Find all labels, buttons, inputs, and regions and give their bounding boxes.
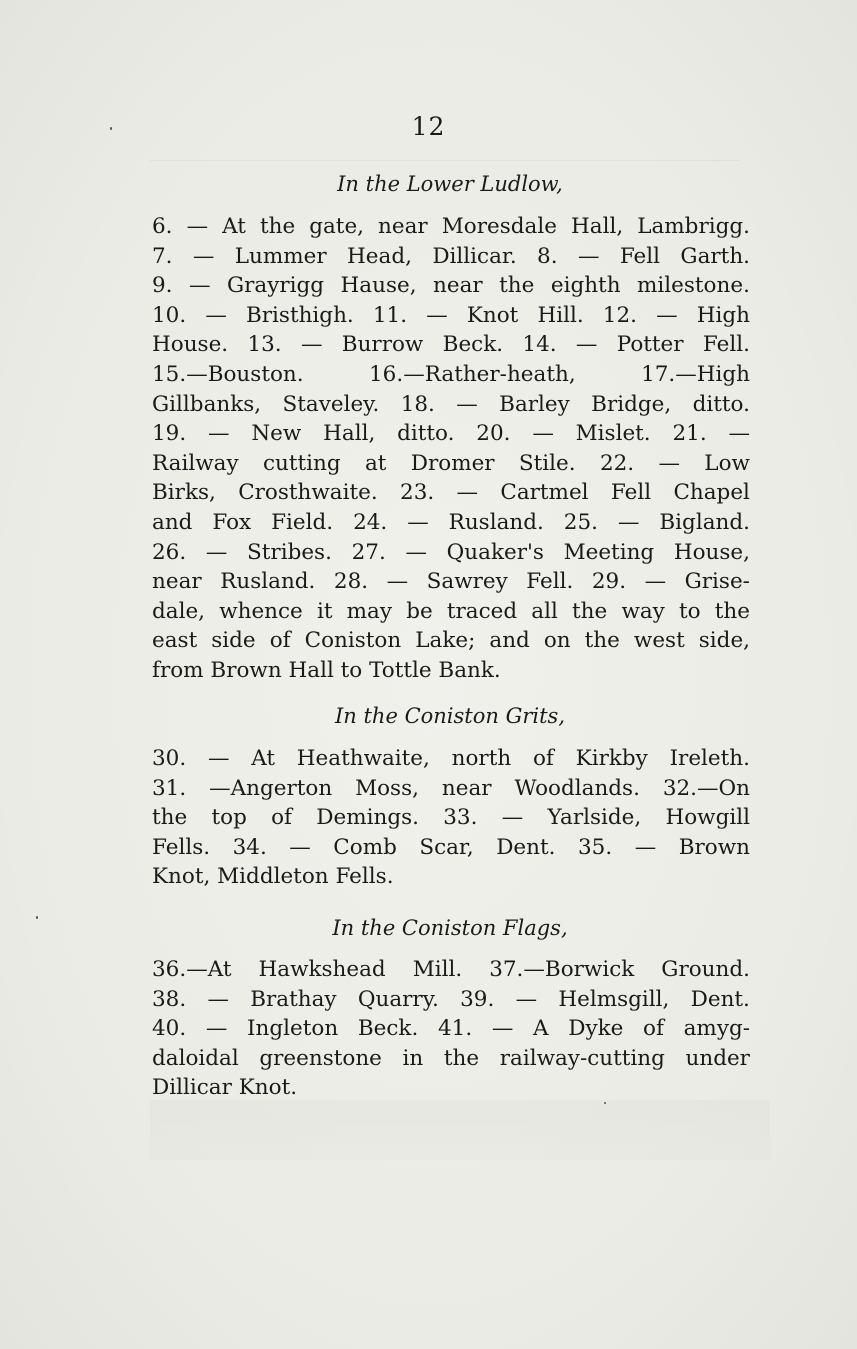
- section-heading-coniston-grits: In the Coniston Grits,: [335, 704, 565, 728]
- text-line: 26. — Stribes. 27. — Quaker's Meeting House,: [152, 539, 750, 565]
- text-line: near Rusland. 28. — Sawrey Fell. 29. — Grise-: [152, 569, 750, 595]
- text-line: 6. — At the gate, near Moresdale Hall, Lambrigg.: [152, 214, 750, 239]
- show-through-decoration: [150, 1100, 770, 1160]
- section-heading-coniston-flags: In the Coniston Flags,: [332, 916, 568, 940]
- text-line: Fells. 34. — Comb Scar, Dent. 35. — Brown: [152, 834, 750, 860]
- text-line: Railway cutting at Dromer Stile. 22. — Low: [152, 450, 750, 476]
- text-line: 7. — Lummer Head, Dillicar. 8. — Fell Garth.: [152, 243, 750, 269]
- text-line: east side of Coniston Lake; and on the west side,: [152, 628, 750, 654]
- text-line: 30. — At Heathwaite, north of Kirkby Ireleth.: [152, 746, 750, 771]
- text-line: 19. — New Hall, ditto. 20. — Mislet. 21. —: [152, 421, 750, 447]
- text-line: dale, whence it may be traced all the way to the: [152, 598, 750, 624]
- text-line: 31. —Angerton Moss, near Woodlands. 32.—On: [152, 775, 750, 801]
- text-line: 38. — Brathay Quarry. 39. — Helmsgill, Dent.: [152, 986, 750, 1012]
- text-line: House. 13. — Burrow Beck. 14. — Potter Fell.: [152, 332, 750, 358]
- text-line: 9. — Grayrigg Hause, near the eighth milestone.: [152, 273, 750, 299]
- section-heading-lower-ludlow: In the Lower Ludlow,: [337, 172, 563, 196]
- text-line: Birks, Crosthwaite. 23. — Cartmel Fell Chapel: [152, 480, 750, 506]
- section-body-coniston-flags: [152, 955, 750, 1103]
- text-line: 10. — Bristhigh. 11. — Knot Hill. 12. — High: [152, 302, 750, 328]
- text-line: 15.—Bouston. 16.—Rather-heath, 17.—High: [152, 361, 750, 387]
- section-body-lower-ludlow: [152, 212, 750, 686]
- text-line: 36.—At Hawkshead Mill. 37.—Borwick Ground.: [152, 957, 750, 982]
- text-line: 40. — Ingleton Beck. 41. — A Dyke of amyg-: [152, 1016, 750, 1042]
- section-body-coniston-grits: [152, 744, 750, 892]
- page-number: 12: [411, 112, 446, 141]
- text-line: Dillicar Knot.: [152, 1075, 298, 1101]
- text-line: the top of Demings. 33. — Yarlside, Howgill: [152, 805, 750, 831]
- text-line: daloidal greenstone in the railway-cutting under: [152, 1045, 750, 1071]
- text-line: Knot, Middleton Fells.: [152, 864, 394, 890]
- text-line: Gillbanks, Staveley. 18. — Barley Bridge, ditto.: [152, 391, 750, 417]
- text-line: from Brown Hall to Tottle Bank.: [152, 657, 501, 683]
- text-line: and Fox Field. 24. — Rusland. 25. — Bigland.: [152, 509, 750, 535]
